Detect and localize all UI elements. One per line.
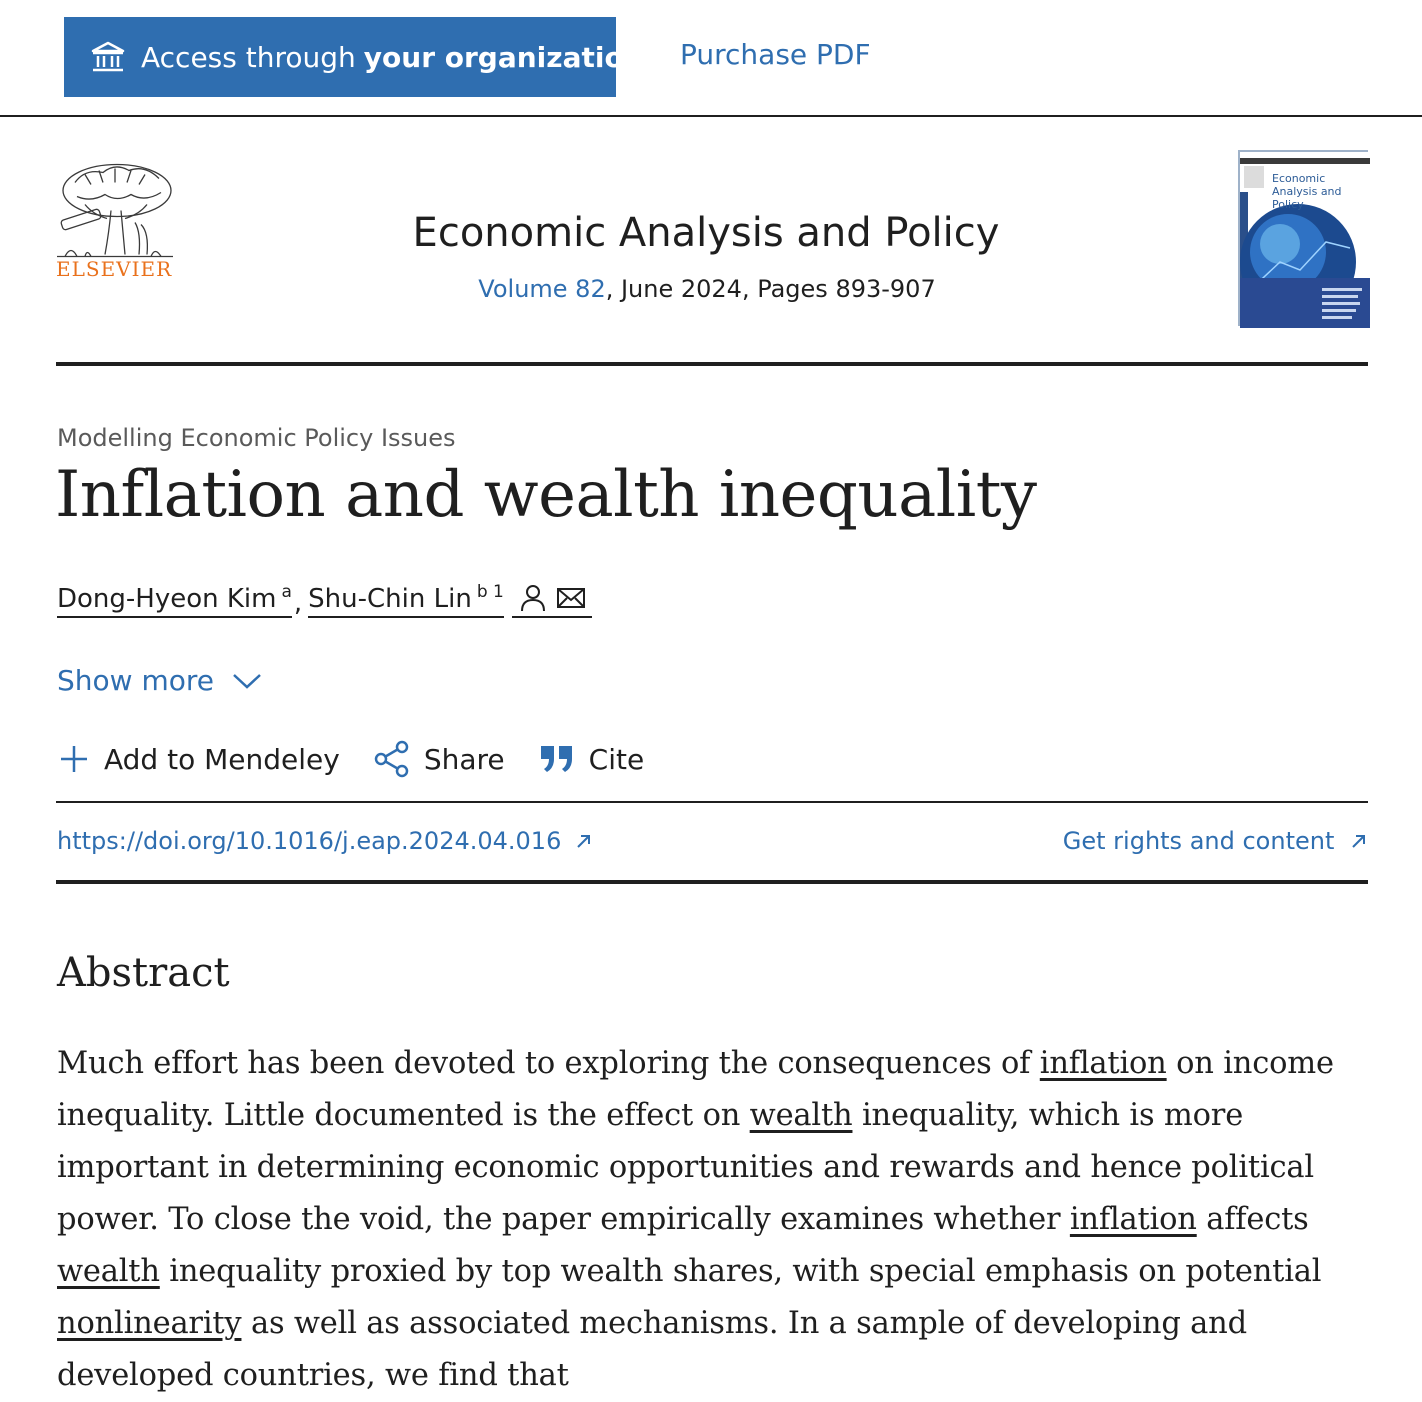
corresponding-author-link[interactable] bbox=[512, 584, 592, 618]
abstract-segment: on income inequality. Little documented is the effect on bbox=[57, 1046, 1334, 1133]
external-link-icon bbox=[1350, 832, 1368, 850]
keyword-link[interactable]: inflation bbox=[1039, 1046, 1167, 1081]
mail-icon bbox=[556, 586, 586, 610]
keyword-link[interactable]: wealth bbox=[57, 1254, 160, 1289]
volume-link[interactable]: Volume 82 bbox=[478, 275, 606, 303]
links-divider bbox=[56, 880, 1368, 884]
get-rights-text: Get rights and content bbox=[1062, 827, 1335, 855]
author-affiliation-mark: b 1 bbox=[476, 582, 504, 602]
share-label: Share bbox=[423, 742, 505, 776]
article-section-label: Modelling Economic Policy Issues bbox=[57, 424, 456, 452]
abstract-segment: inequality proxied by top wealth shares, with special emphasis on potential bbox=[159, 1254, 1322, 1289]
author-list bbox=[57, 582, 592, 618]
keyword-link[interactable]: nonlinearity bbox=[57, 1306, 242, 1341]
share-icon bbox=[374, 740, 410, 778]
abstract-segment: affects bbox=[1196, 1202, 1309, 1237]
external-link-icon bbox=[575, 832, 593, 850]
show-more-label: Show more bbox=[57, 664, 214, 697]
plus-icon bbox=[58, 743, 90, 775]
chevron-down-icon bbox=[232, 672, 262, 690]
author-name: Dong-Hyeon Kim bbox=[57, 584, 277, 614]
abstract-text bbox=[57, 1038, 1372, 1402]
cite-button[interactable] bbox=[539, 743, 645, 776]
abstract-segment: inequality, which is more important in determining economic opportunities and rewards and hence political power. To close the void, the paper empirically examines whether bbox=[57, 1098, 1314, 1237]
add-to-mendeley-button[interactable] bbox=[58, 743, 340, 776]
abstract-segment: Much effort has been devoted to exploring the consequences of bbox=[57, 1046, 1040, 1081]
cite-label: Cite bbox=[588, 742, 645, 776]
publisher-wordmark: ELSEVIER bbox=[56, 257, 173, 281]
actions-divider bbox=[56, 801, 1368, 803]
keyword-link[interactable]: inflation bbox=[1069, 1202, 1197, 1237]
person-icon bbox=[520, 584, 546, 612]
share-button[interactable] bbox=[374, 740, 505, 778]
add-to-mendeley-label: Add to Mendeley bbox=[104, 742, 340, 776]
issue-details: , June 2024, Pages 893-907 bbox=[605, 275, 936, 303]
quote-icon bbox=[539, 744, 575, 774]
abstract-segment: as well as associated mechanisms. In a sample of developing and developed countries, we find that bbox=[57, 1306, 1247, 1393]
access-label-strong: your organization bbox=[363, 40, 644, 74]
journal-title[interactable]: Economic Analysis and Policy bbox=[412, 210, 1000, 256]
journal-cover[interactable] bbox=[1238, 150, 1368, 326]
author-link[interactable] bbox=[308, 582, 504, 618]
keyword-link[interactable]: wealth bbox=[749, 1098, 853, 1133]
article-title: Inflation and wealth inequality bbox=[55, 458, 1037, 532]
show-more-toggle[interactable] bbox=[57, 664, 262, 697]
top-bar bbox=[0, 0, 1422, 117]
access-through-organization-button[interactable] bbox=[64, 17, 644, 97]
author-affiliation-mark: a bbox=[281, 582, 292, 602]
author-link[interactable] bbox=[57, 582, 292, 618]
doi-link[interactable] bbox=[57, 827, 593, 855]
access-label: Access through bbox=[141, 40, 356, 74]
author-separator: , bbox=[293, 588, 303, 618]
cover-title: Economic Analysis and Policy bbox=[1272, 172, 1342, 211]
journal-issue-info bbox=[0, 275, 1414, 303]
header-divider bbox=[56, 362, 1368, 366]
abstract-heading: Abstract bbox=[57, 950, 230, 996]
author-name: Shu-Chin Lin bbox=[308, 584, 472, 614]
doi-text: https://doi.org/10.1016/j.eap.2024.04.016 bbox=[57, 827, 562, 855]
get-rights-link[interactable] bbox=[1063, 827, 1368, 855]
institution-icon bbox=[90, 39, 126, 75]
purchase-pdf-link[interactable]: Purchase PDF bbox=[680, 38, 871, 71]
article-actions bbox=[58, 740, 644, 778]
